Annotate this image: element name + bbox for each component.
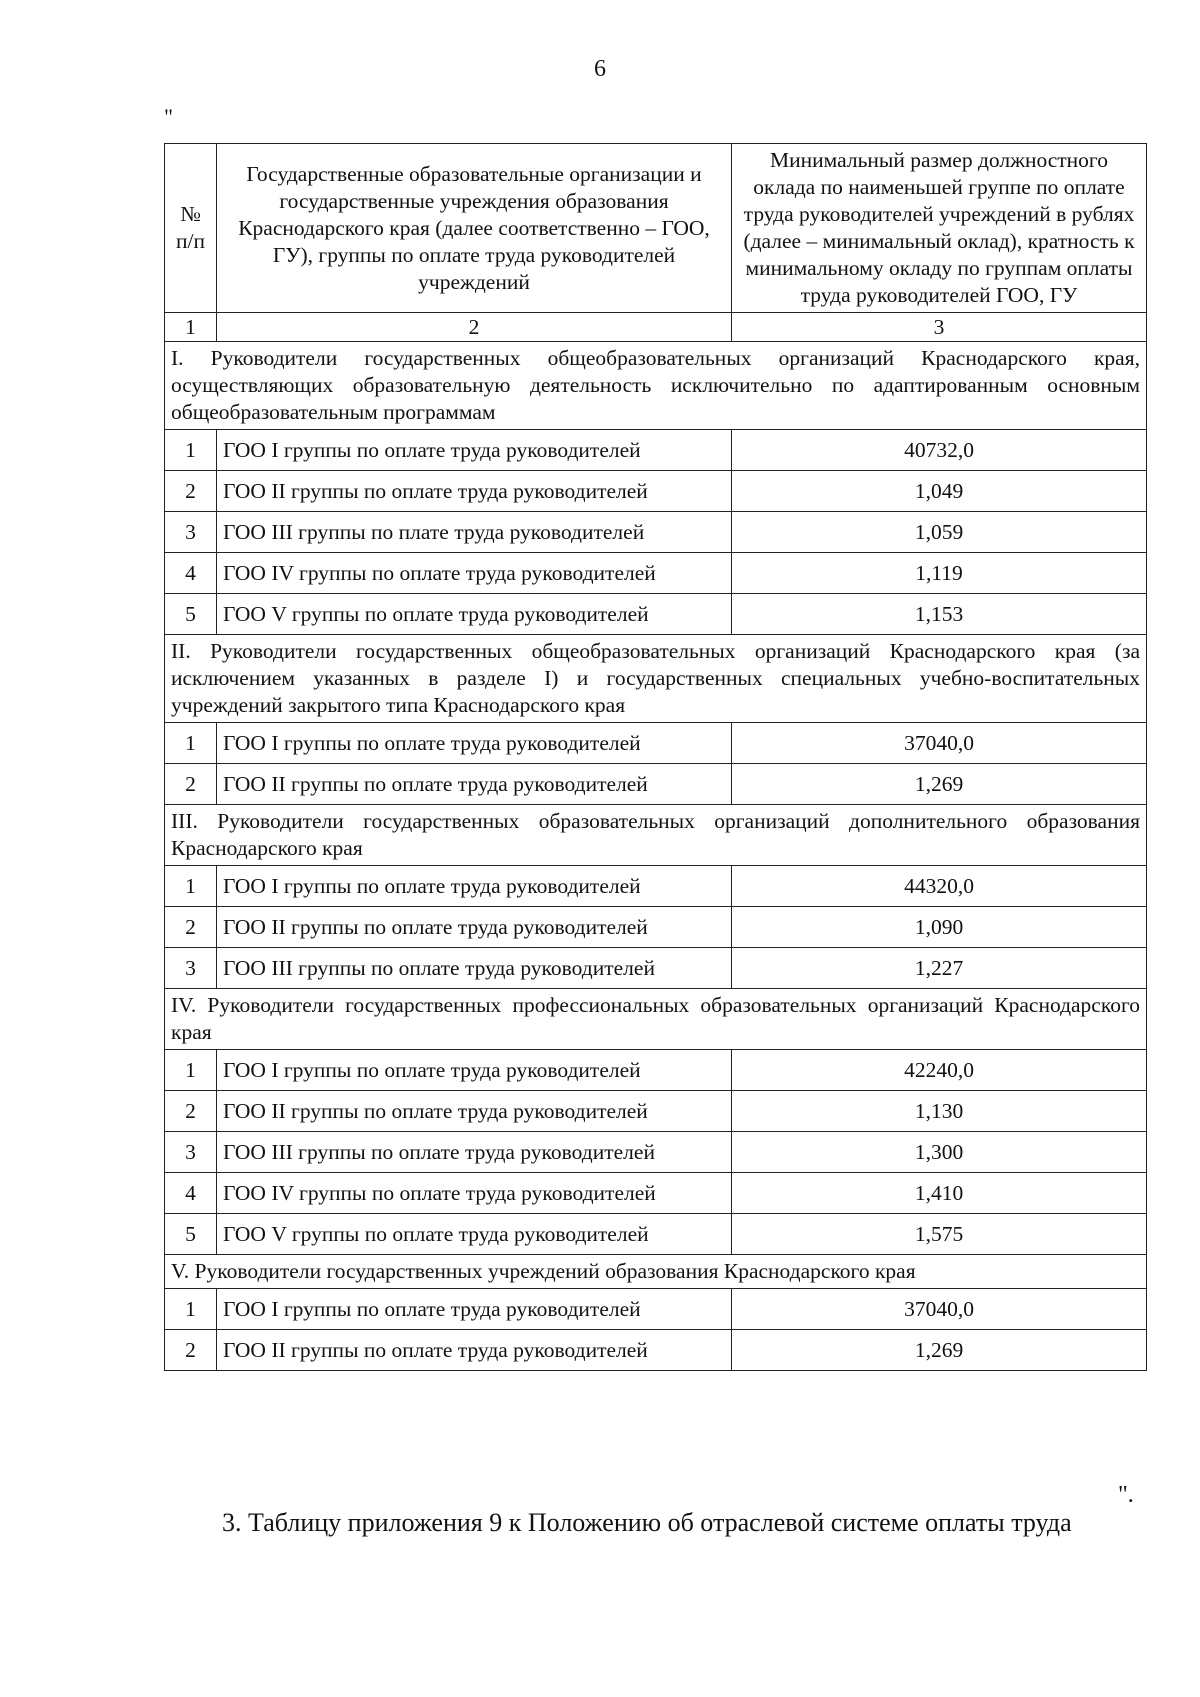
- open-quote: ": [164, 104, 173, 129]
- page-number: 6: [594, 56, 606, 82]
- row-name: ГОО III группы по плате труда руководителей: [217, 512, 732, 553]
- row-value: 1,227: [732, 948, 1147, 989]
- row-number: 2: [165, 907, 217, 948]
- row-name: ГОО II группы по оплате труда руководителей: [217, 1330, 732, 1371]
- row-value: 1,410: [732, 1173, 1147, 1214]
- row-value: 42240,0: [732, 1050, 1147, 1091]
- row-value: 1,130: [732, 1091, 1147, 1132]
- row-name: ГОО II группы по оплате труда руководителей: [217, 1091, 732, 1132]
- row-value: 1,269: [732, 764, 1147, 805]
- section-title: II. Руководители государственных общеобразовательных организаций Краснодарского края (за исключением указанных в разделе I) и государственных специальных учебно-воспитательных учреждений закрытого типа Краснодарского края: [165, 635, 1147, 723]
- row-name: ГОО IV группы по оплате труда руководителей: [217, 553, 732, 594]
- salary-table: [164, 143, 1147, 1371]
- row-name: ГОО I группы по оплате труда руководителей: [217, 723, 732, 764]
- column-number: 1: [165, 313, 217, 342]
- row-number: 2: [165, 1330, 217, 1371]
- row-number: 1: [165, 866, 217, 907]
- table-row: [165, 553, 1147, 594]
- table-header-row: [165, 144, 1147, 313]
- row-number: 1: [165, 1289, 217, 1330]
- section-title: III. Руководители государственных образовательных организаций дополнительного образования Краснодарского края: [165, 805, 1147, 866]
- row-name: ГОО I группы по оплате труда руководителей: [217, 430, 732, 471]
- row-number: 4: [165, 1173, 217, 1214]
- table-row: [165, 1289, 1147, 1330]
- paragraph-text: 3. Таблицу приложения 9 к Положению об отраслевой системе оплаты труда: [222, 1508, 1072, 1537]
- table-row: [165, 471, 1147, 512]
- row-value: 44320,0: [732, 866, 1147, 907]
- row-number: 1: [165, 723, 217, 764]
- table-row: [165, 1050, 1147, 1091]
- row-value: 1,269: [732, 1330, 1147, 1371]
- row-number: 5: [165, 1214, 217, 1255]
- header-organization: Государственные образовательные организации и государственные учреждения образования Краснодарского края (далее соответственно – ГОО, ГУ), группы по оплате труда руководителей учреждений: [217, 144, 732, 313]
- column-number-row: [165, 313, 1147, 342]
- row-value: 37040,0: [732, 723, 1147, 764]
- row-value: 40732,0: [732, 430, 1147, 471]
- table-row: [165, 948, 1147, 989]
- section-title: IV. Руководители государственных профессиональных образовательных организаций Краснодарского края: [165, 989, 1147, 1050]
- row-value: 1,059: [732, 512, 1147, 553]
- column-number: 2: [217, 313, 732, 342]
- row-name: ГОО I группы по оплате труда руководителей: [217, 866, 732, 907]
- row-number: 2: [165, 764, 217, 805]
- section-title: V. Руководители государственных учреждений образования Краснодарского края: [165, 1255, 1147, 1289]
- table-row: [165, 866, 1147, 907]
- section-row: [165, 805, 1147, 866]
- section-row: [165, 342, 1147, 430]
- row-value: 1,119: [732, 553, 1147, 594]
- header-salary: Минимальный размер должностного оклада по наименьшей группе по оплате труда руководителей учреждений в рублях (далее – минимальный оклад), кратность к минимальному окладу по группам оплаты труда руководителей ГОО, ГУ: [732, 144, 1147, 313]
- close-quote: ".: [1118, 1482, 1134, 1508]
- row-value: 1,575: [732, 1214, 1147, 1255]
- table-row: [165, 1091, 1147, 1132]
- row-value: 1,300: [732, 1132, 1147, 1173]
- row-name: ГОО I группы по оплате труда руководителей: [217, 1050, 732, 1091]
- table-row: [165, 1173, 1147, 1214]
- row-name: ГОО V группы по оплате труда руководителей: [217, 1214, 732, 1255]
- table-row: [165, 764, 1147, 805]
- header-number: № п/п: [165, 144, 217, 313]
- column-number: 3: [732, 313, 1147, 342]
- row-name: ГОО II группы по оплате труда руководителей: [217, 907, 732, 948]
- table-row: [165, 907, 1147, 948]
- row-name: ГОО II группы по оплате труда руководителей: [217, 764, 732, 805]
- row-name: ГОО I группы по оплате труда руководителей: [217, 1289, 732, 1330]
- section-row: [165, 989, 1147, 1050]
- table-row: [165, 430, 1147, 471]
- row-value: 1,090: [732, 907, 1147, 948]
- section-row: [165, 1255, 1147, 1289]
- row-number: 5: [165, 594, 217, 635]
- section-title: I. Руководители государственных общеобразовательных организаций Краснодарского края, осуществляющих образовательную деятельность исключительно по адаптированным основным общеобразовательным программам: [165, 342, 1147, 430]
- row-name: ГОО III группы по оплате труда руководителей: [217, 948, 732, 989]
- row-number: 1: [165, 430, 217, 471]
- table-row: [165, 1214, 1147, 1255]
- row-name: ГОО II группы по оплате труда руководителей: [217, 471, 732, 512]
- row-number: 3: [165, 948, 217, 989]
- section-row: [165, 635, 1147, 723]
- row-value: 1,153: [732, 594, 1147, 635]
- table-row: [165, 723, 1147, 764]
- row-number: 2: [165, 1091, 217, 1132]
- row-number: 3: [165, 1132, 217, 1173]
- table-row: [165, 1330, 1147, 1371]
- row-name: ГОО IV группы по оплате труда руководителей: [217, 1173, 732, 1214]
- table-row: [165, 594, 1147, 635]
- row-name: ГОО III группы по оплате труда руководителей: [217, 1132, 732, 1173]
- row-number: 3: [165, 512, 217, 553]
- row-name: ГОО V группы по оплате труда руководителей: [217, 594, 732, 635]
- row-value: 1,049: [732, 471, 1147, 512]
- table-row: [165, 1132, 1147, 1173]
- row-number: 2: [165, 471, 217, 512]
- row-value: 37040,0: [732, 1289, 1147, 1330]
- row-number: 1: [165, 1050, 217, 1091]
- row-number: 4: [165, 553, 217, 594]
- table-row: [165, 512, 1147, 553]
